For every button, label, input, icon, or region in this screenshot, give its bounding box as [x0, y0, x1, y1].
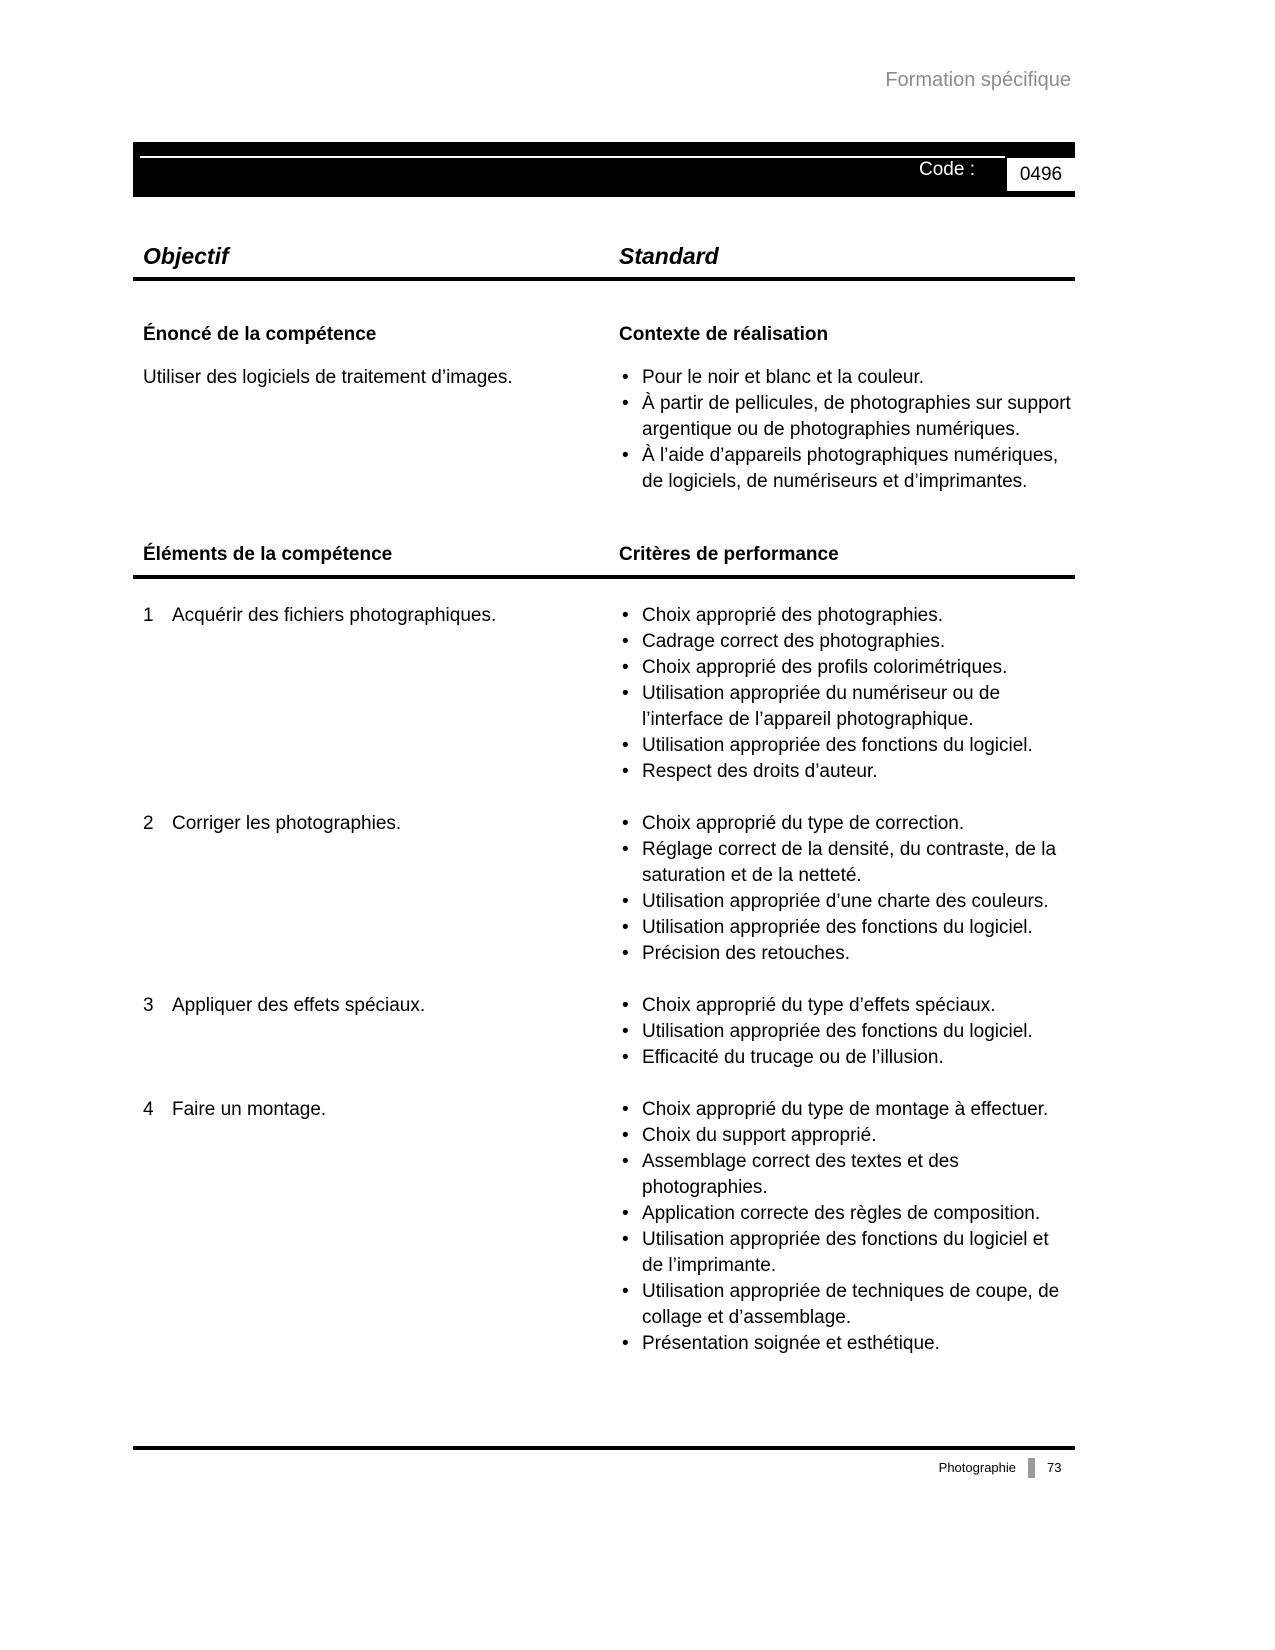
element-number: 1: [143, 605, 154, 626]
competence-statement: Utiliser des logiciels de traitement d’images.: [143, 367, 513, 388]
column-titles: [133, 243, 1075, 269]
criterion-item: • Utilisation appropriée du numériseur ou de l’interface de l’appareil photographique.: [619, 681, 1075, 733]
competence-headings: [133, 323, 1075, 347]
element-label: Acquérir des fichiers photographiques.: [172, 605, 497, 626]
criteria-list: [619, 811, 1075, 967]
criterion-item: • Application correcte des règles de composition.: [619, 1201, 1075, 1227]
code-value-box: [1007, 158, 1075, 191]
footer-label: Photographie: [938, 1460, 1016, 1475]
criterion-item: • Choix approprié du type de montage à effectuer.: [619, 1097, 1075, 1123]
context-bullet-item: • À partir de pellicules, de photographies sur support argentique ou de photographies numériques.: [619, 391, 1075, 443]
code-value: 0496: [1019, 163, 1063, 185]
code-bar-white-line: [140, 156, 1005, 158]
element-row-left: [133, 993, 619, 1071]
elements-right-heading: Critères de performance: [619, 544, 839, 565]
titles-divider-rule: [133, 277, 1075, 281]
footer-page-number: 73: [1047, 1460, 1062, 1475]
criteria-list: [619, 603, 1075, 785]
criterion-item: • Utilisation appropriée des fonctions du logiciel et de l’imprimante.: [619, 1227, 1075, 1279]
criteria-list: [619, 993, 1075, 1071]
criterion-item: • Présentation soignée et esthétique.: [619, 1331, 1075, 1357]
elements-divider-rule: [133, 575, 1075, 579]
competence-body: [133, 365, 1075, 495]
footer-line: [133, 1458, 1075, 1478]
element-number: 4: [143, 1099, 154, 1120]
element-row: [133, 811, 1075, 967]
competence-left-heading: Énoncé de la compétence: [143, 324, 377, 345]
elements-rows: [133, 603, 1075, 1357]
column-title-objectif: Objectif: [143, 243, 229, 269]
criterion-item: • Utilisation appropriée des fonctions du logiciel.: [619, 915, 1075, 941]
element-label: Appliquer des effets spéciaux.: [172, 995, 426, 1016]
criterion-item: • Efficacité du trucage ou de l’illusion.: [619, 1045, 1075, 1071]
element-row: [133, 603, 1075, 785]
criterion-item: • Utilisation appropriée de techniques de coupe, de collage et d’assemblage.: [619, 1279, 1075, 1331]
element-row: [133, 1097, 1075, 1357]
criterion-item: • Utilisation appropriée d’une charte des couleurs.: [619, 889, 1075, 915]
element-label: Faire un montage.: [172, 1099, 327, 1120]
context-bullet-list: [619, 365, 1075, 495]
criterion-item: • Cadrage correct des photographies.: [619, 629, 1075, 655]
element-row-left: [133, 1097, 619, 1357]
criterion-item: • Précision des retouches.: [619, 941, 1075, 967]
criterion-item: • Utilisation appropriée des fonctions du logiciel.: [619, 733, 1075, 759]
criteria-list: [619, 1097, 1075, 1357]
header-label: Formation spécifique: [885, 69, 1071, 91]
criterion-item: • Réglage correct de la densité, du contraste, de la saturation et de la netteté.: [619, 837, 1075, 889]
element-row: [133, 993, 1075, 1071]
content-area: [133, 0, 1075, 1383]
context-bullet-item: • À l’aide d’appareils photographiques numériques, de logiciels, de numériseurs et d’imprimantes.: [619, 443, 1075, 495]
element-row-left: [133, 603, 619, 785]
footer-rule: [133, 1446, 1075, 1450]
code-label: Code :: [919, 158, 975, 180]
element-row-left: [133, 811, 619, 967]
element-number: 2: [143, 813, 154, 834]
elements-headings: [133, 543, 1075, 567]
element-number: 3: [143, 995, 154, 1016]
competence-right-heading: Contexte de réalisation: [619, 324, 829, 345]
criterion-item: • Choix du support approprié.: [619, 1123, 1075, 1149]
elements-left-heading: Éléments de la compétence: [143, 544, 393, 565]
criterion-item: • Choix approprié des photographies.: [619, 603, 1075, 629]
context-bullet-item: • Pour le noir et blanc et la couleur.: [619, 365, 1075, 391]
criterion-item: • Choix approprié du type d’effets spéciaux.: [619, 993, 1075, 1019]
criterion-item: • Utilisation appropriée des fonctions du logiciel.: [619, 1019, 1075, 1045]
criterion-item: • Choix approprié des profils colorimétriques.: [619, 655, 1075, 681]
footer-divider-bar: [1028, 1458, 1035, 1478]
element-label: Corriger les photographies.: [172, 813, 402, 834]
criterion-item: • Choix approprié du type de correction.: [619, 811, 1075, 837]
criterion-item: • Respect des droits d’auteur.: [619, 759, 1075, 785]
column-title-standard: Standard: [619, 243, 719, 269]
code-bar: [133, 142, 1075, 197]
criterion-item: • Assemblage correct des textes et des photographies.: [619, 1149, 1075, 1201]
